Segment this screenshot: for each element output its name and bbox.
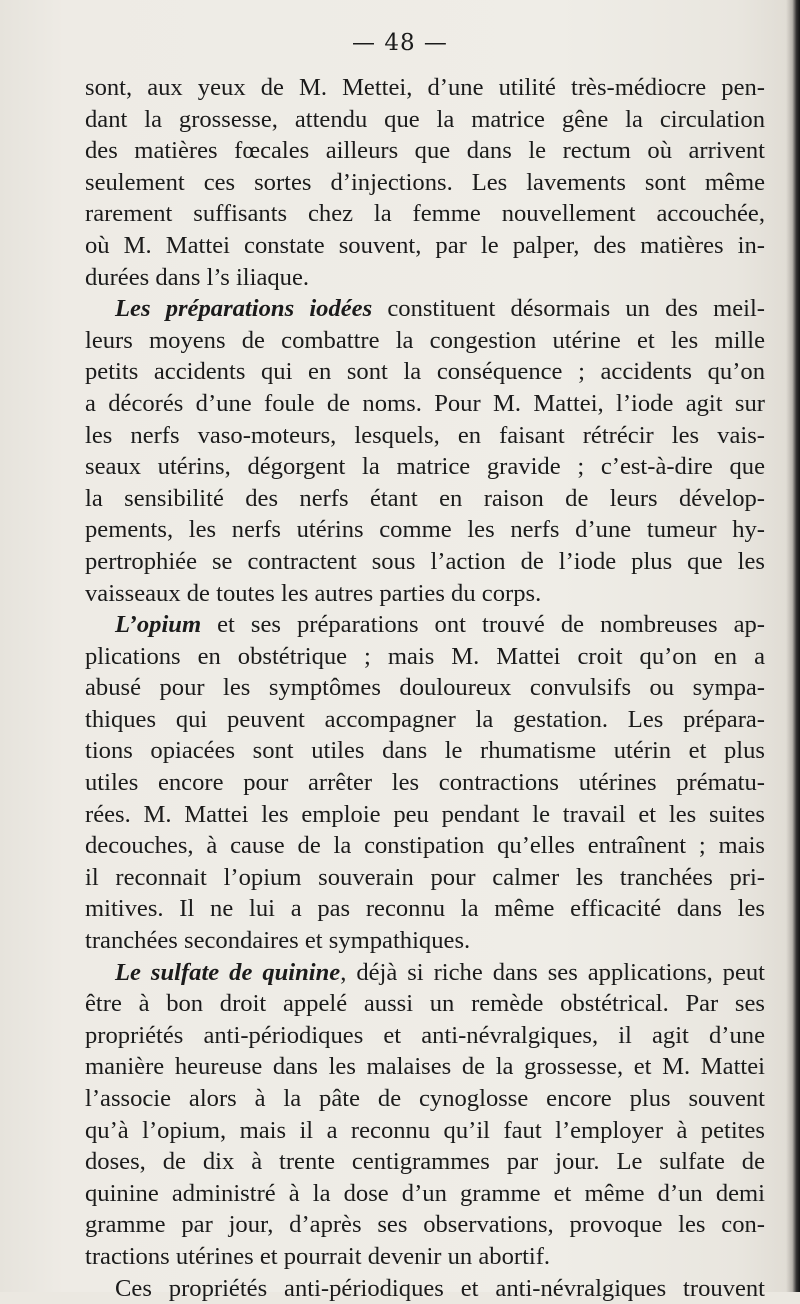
page-edge-shadow xyxy=(786,0,800,1292)
text-line xyxy=(85,293,765,325)
text-line xyxy=(85,1083,765,1115)
text-line xyxy=(85,72,765,104)
text-line xyxy=(85,735,765,767)
text-line xyxy=(85,262,765,294)
line-text: Ces propriétés anti-périodiques et anti-névralgiques trouvent xyxy=(115,1274,765,1302)
line-text: abusé pour les symptômes douloureux convulsifs ou sympa- xyxy=(85,674,765,702)
text-line xyxy=(85,925,765,957)
text-line xyxy=(85,451,765,483)
line-text: petits accidents qui en sont la conséquence ; accidents qu’on xyxy=(85,358,765,386)
text-line xyxy=(85,893,765,925)
line-text: mitives. Il ne lui a pas reconnu la même efficacité dans les xyxy=(85,895,765,923)
line-text: tions opiacées sont utiles dans le rhumatisme utérin et plus xyxy=(85,737,765,765)
text-line xyxy=(85,641,765,673)
text-line xyxy=(85,198,765,230)
line-text: il reconnait l’opium souverain pour calmer les tranchées pri- xyxy=(85,863,765,891)
line-text: les nerfs vaso-moteurs, lesquels, en faisant rétrécir les vais- xyxy=(85,421,765,449)
line-text: thiques qui peuvent accompagner la gestation. Les prépara- xyxy=(85,705,765,733)
line-text: quinine administré à la dose d’un gramme et même d’un demi xyxy=(85,1179,765,1207)
line-text: durées dans l’s iliaque. xyxy=(85,263,310,291)
text-line xyxy=(85,1178,765,1210)
line-text: des matières fœcales ailleurs que dans le rectum où arrivent xyxy=(85,137,765,165)
line-text: la sensibilité des nerfs étant en raison de leurs dévelop- xyxy=(85,484,765,512)
line-text: tractions utérines et pourrait devenir un abortif. xyxy=(85,1242,551,1270)
line-text: sont, aux yeux de M. Mettei, d’une utilité très-médiocre pen- xyxy=(85,74,765,101)
italic-term: L’opium xyxy=(115,611,202,639)
text-line xyxy=(85,514,765,546)
text-line xyxy=(85,799,765,831)
text-line xyxy=(85,609,765,641)
line-text: pements, les nerfs utérins comme les nerfs d’une tumeur hy- xyxy=(85,516,765,544)
page-number: — 48 — xyxy=(352,30,448,56)
text-line xyxy=(85,483,765,515)
line-text: seulement ces sortes d’injections. Les lavements sont même xyxy=(85,168,765,196)
text-line xyxy=(85,578,765,610)
text-line xyxy=(85,1051,765,1083)
line-text: propriétés anti-périodiques et anti-névralgiques, il agit d’une xyxy=(85,1021,765,1049)
text-line xyxy=(85,420,765,452)
text-line xyxy=(85,546,765,578)
text-line xyxy=(85,767,765,799)
text-line xyxy=(85,388,765,420)
text-line xyxy=(85,135,765,167)
text-line xyxy=(85,830,765,862)
text-line xyxy=(85,672,765,704)
line-text: leurs moyens de combattre la congestion utérine et les mille xyxy=(85,326,765,354)
text-line xyxy=(85,1146,765,1178)
italic-term: Le sulfate de quinine xyxy=(115,958,341,986)
text-line xyxy=(85,1115,765,1147)
text-line xyxy=(85,325,765,357)
text-line xyxy=(85,1209,765,1241)
line-text: constituent désormais un des meil- xyxy=(372,295,766,323)
line-text: où M. Mattei constate souvent, par le palper, des matières in- xyxy=(85,231,765,259)
line-text: tranchées secondaires et sympathiques. xyxy=(85,927,471,955)
line-text: seaux utérins, dégorgent la matrice gravide ; c’est-à-dire que xyxy=(85,453,765,481)
line-text: , déjà si riche dans ses applications, peut xyxy=(340,958,766,986)
italic-term: Les préparations iodées xyxy=(115,295,373,323)
line-text: utiles encore pour arrêter les contractions utérines prématu- xyxy=(85,769,765,797)
text-line xyxy=(85,167,765,199)
text-line xyxy=(85,1241,765,1273)
line-text: l’associe alors à la pâte de cynoglosse encore plus souvent xyxy=(85,1085,765,1112)
text-line xyxy=(85,862,765,894)
line-text: a décorés d’une foule de noms. Pour M. Mattei, l’iode agit sur xyxy=(85,389,765,417)
line-text: gramme par jour, d’après ses observations, provoque les con- xyxy=(85,1211,765,1239)
text-line xyxy=(85,1020,765,1052)
line-text: plications en obstétrique ; mais M. Mattei croit qu’on en a xyxy=(85,642,765,670)
line-text: pertrophiée se contractent sous l’action de l’iode plus que les xyxy=(85,547,765,575)
line-text: decouches, à cause de la constipation qu’elles entraînent ; mais xyxy=(85,832,765,860)
line-text: vaisseaux de toutes les autres parties du corps. xyxy=(85,579,542,607)
text-line xyxy=(85,1273,765,1304)
text-line xyxy=(85,957,765,989)
text-line xyxy=(85,704,765,736)
text-line xyxy=(85,988,765,1020)
text-line xyxy=(85,356,765,388)
line-text: doses, de dix à trente centigrammes par jour. Le sulfate de xyxy=(85,1148,765,1176)
line-text: manière heureuse dans les malaises de la grossesse, et M. Mattei xyxy=(85,1053,765,1081)
text-line xyxy=(85,230,765,262)
line-text: rarement suffisants chez la femme nouvellement accouchée, xyxy=(85,200,765,228)
line-text: qu’à l’opium, mais il a reconnu qu’il faut l’employer à petites xyxy=(85,1116,765,1144)
body-text xyxy=(85,72,765,1304)
text-line xyxy=(85,104,765,136)
line-text: rées. M. Mattei les emploie peu pendant le travail et les suites xyxy=(85,800,765,828)
line-text: être à bon droit appelé aussi un remède obstétrical. Par ses xyxy=(85,990,765,1018)
line-text: et ses préparations ont trouvé de nombreuses ap- xyxy=(201,611,765,639)
line-text: dant la grossesse, attendu que la matrice gêne la circulation xyxy=(85,105,765,133)
